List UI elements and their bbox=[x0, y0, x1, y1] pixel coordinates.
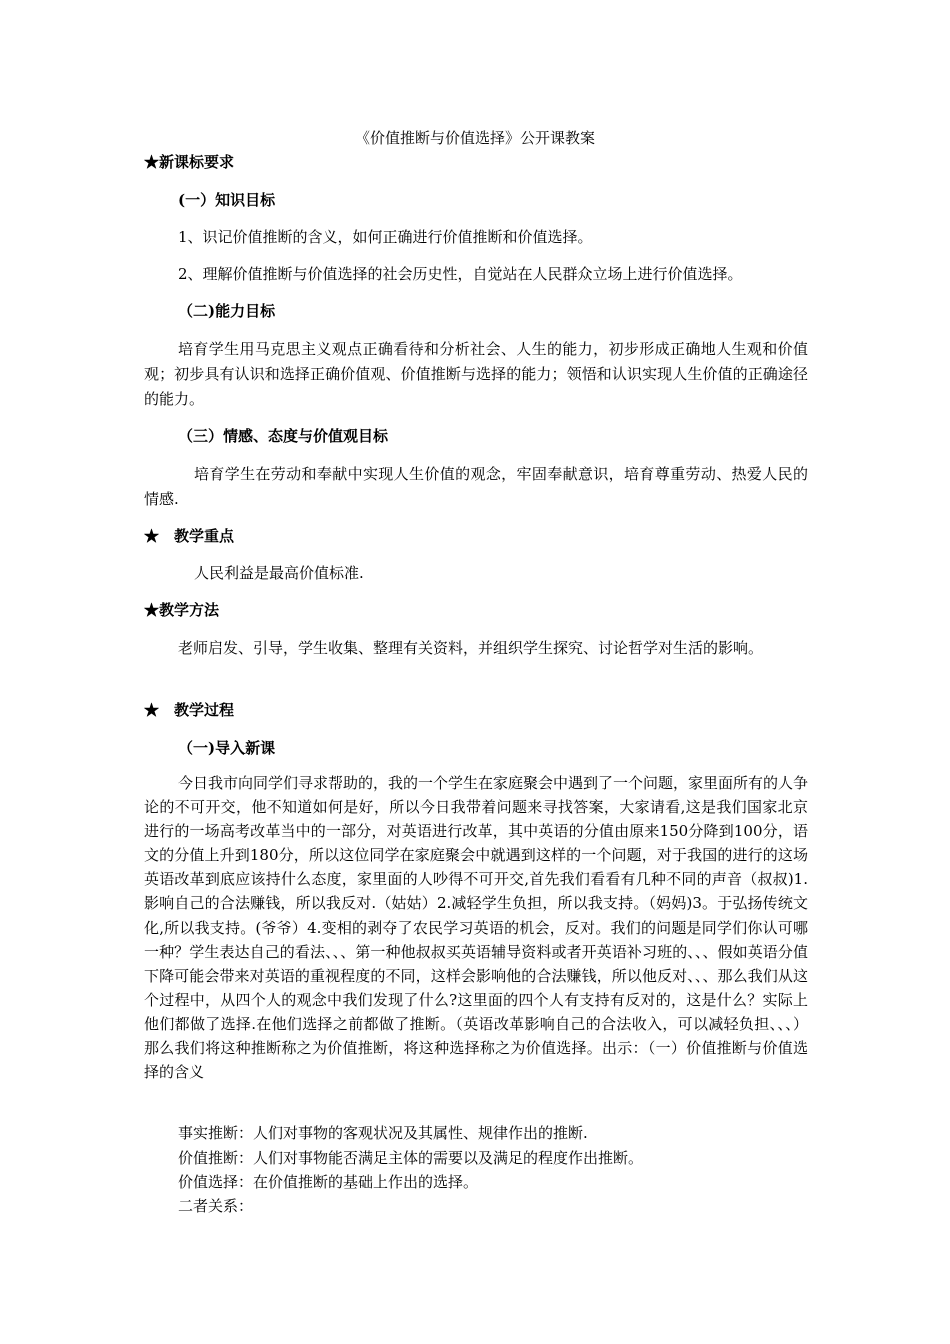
method-paragraph: 老师启发、引导，学生收集、整理有关资料，并组织学生探究、讨论哲学对生活的影响。 bbox=[178, 639, 764, 657]
relation-label: 二者关系： bbox=[178, 1197, 254, 1215]
ability-heading: （二)能力目标 bbox=[178, 302, 276, 320]
method-heading: ★教学方法 bbox=[144, 601, 220, 619]
focus-heading: ★ 教学重点 bbox=[144, 527, 235, 545]
value-judgment-definition: 价值推断：人们对事物能否满足主体的需要以及满足的程度作出推断。 bbox=[178, 1149, 644, 1167]
knowledge-item-1: 1、识记价值推断的含义，如何正确进行价值推断和价值选择。 bbox=[178, 228, 593, 246]
intro-paragraph: 今日我市向同学们寻求帮助的，我的一个学生在家庭聚会中遇到了一个问题，家里面所有的人争论的不可开交，他不知道如何是好，所以今日我带着问题来寻找答案，大家请看,这是我们国家北京进行的一场高考改革当中的一部分，对英语进行改革，其中英语的分值由原来150分降到100分，语文的分值上升到180分，所以这位同学在家庭聚会中就遇到这样的一个问题，对于我国的进行的这场英语改革到底应该持什么态度，家里面的人吵得不可开交,首先我们看看有几种不同的声音（叔叔)1.影响自己的合法赚钱，所以我反对.（姑姑）2.减轻学生负担，所以我支持。（妈妈)3。于弘扬传统文化,所以我支持。(爷爷）4.变相的剥夺了农民学习英语的机会，反对。我们的问题是同学们你认可哪一种？学生表达自己的看法、、、第一种他叔叔买英语辅导资料或者开英语补习班的、、、假如英语分值下降可能会带来对英语的重视程度的不同，这样会影响他的合法赚钱，所以他反对、、、那么我们从这个过程中，从四个人的观念中我们发现了什么?这里面的四个人有支持有反对的，这是什么？实际上他们都做了选择.在他们选择之前都做了推断。（英语改革影响自己的合法收入，可以减轻负担、、、）那么我们将这种推断称之为价值推断，将这种选择称之为价值选择。出示：（一）价值推断与价值选择的含义 bbox=[144, 774, 809, 1082]
document-title: 《价值推断与价值选择》公开课教案 bbox=[354, 129, 595, 147]
process-heading: ★ 教学过程 bbox=[144, 701, 235, 719]
fact-judgment-definition: 事实推断：人们对事物的客观状况及其属性、规律作出的推断. bbox=[178, 1124, 588, 1142]
knowledge-item-2: 2、理解价值推断与价值选择的社会历史性，自觉站在人民群众立场上进行价值选择。 bbox=[178, 265, 743, 283]
ability-paragraph: 培育学生用马克思主义观点正确看待和分析社会、人生的能力，初步形成正确地人生观和价值观；初步具有认识和选择正确价值观、价值推断与选择的能力；领悟和认识实现人生价值的正确途径的能力。 bbox=[144, 340, 808, 408]
value-choice-definition: 价值选择：在价值推断的基础上作出的选择。 bbox=[178, 1173, 479, 1191]
emotion-paragraph: 培育学生在劳动和奉献中实现人生价值的观念，牢固奉献意识，培育尊重劳动、热爱人民的情感. bbox=[144, 465, 808, 508]
focus-text: 人民利益是最高价值标准. bbox=[194, 564, 364, 582]
standards-heading: ★新课标要求 bbox=[144, 153, 235, 171]
emotion-heading: （三）情感、态度与价值观目标 bbox=[178, 427, 389, 445]
knowledge-heading: (一）知识目标 bbox=[178, 191, 276, 209]
intro-heading: （一)导入新课 bbox=[178, 739, 276, 757]
